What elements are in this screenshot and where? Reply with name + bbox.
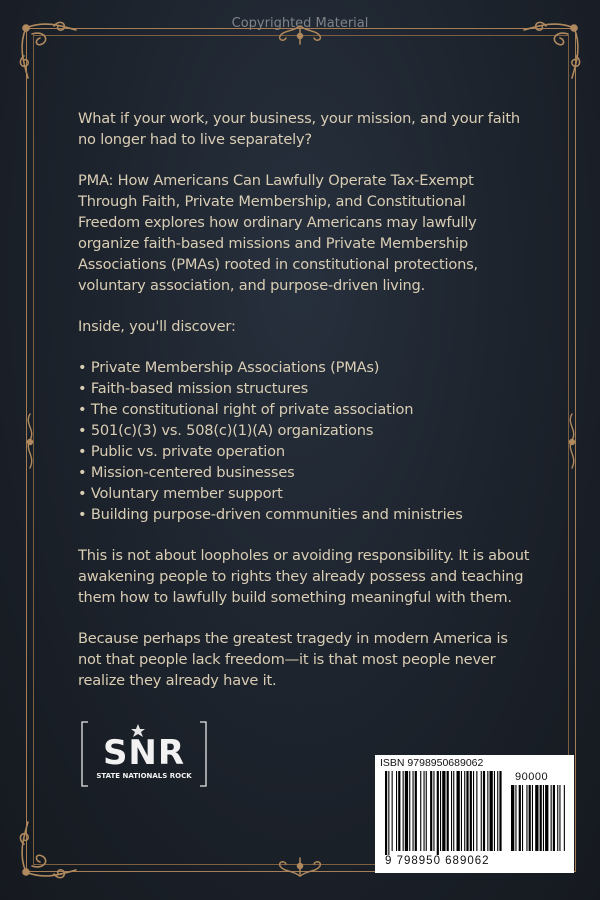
bottom-center-ornament xyxy=(270,852,330,880)
price-code: 90000 xyxy=(515,771,549,783)
rights-paragraph: This is not about loopholes or avoiding responsibility. It is about awakening people to rights they already possess and teaching them how to lawfully build something meaningful with them. xyxy=(78,547,530,606)
left-side-ornament xyxy=(20,410,40,474)
list-item: • Building purpose-driven communities and ministries xyxy=(78,506,463,523)
list-item: • The constitutional right of private association xyxy=(78,401,414,418)
corner-flourish-bottom-left xyxy=(14,812,86,884)
list-item: • Public vs. private operation xyxy=(78,443,285,460)
intro-paragraph: What if your work, your business, your mission, and your faith no longer had to live separately? xyxy=(78,110,520,148)
list-item: • Voluntary member support xyxy=(78,485,283,502)
closing-paragraph: Because perhaps the greatest tragedy in modern America is not that people lack freedom—it is that most people never realize they already have it. xyxy=(78,630,508,689)
copyright-watermark: Copyrighted Material xyxy=(231,16,369,31)
isbn-barcode-box xyxy=(375,755,574,873)
back-cover-copy xyxy=(78,108,530,711)
corner-flourish-top-left xyxy=(14,16,86,88)
list-item: • Faith-based mission structures xyxy=(78,380,309,397)
right-side-ornament xyxy=(562,410,582,474)
list-item: • Private Membership Associations (PMAs) xyxy=(78,359,380,376)
discover-list xyxy=(78,357,530,525)
top-center-ornament xyxy=(270,22,330,50)
logo-tagline: STATE NATIONALS ROCK xyxy=(96,772,192,780)
logo-mark: SNR xyxy=(102,733,186,773)
barcode-digits: 9 798950 689062 xyxy=(385,855,490,867)
discover-heading: Inside, you'll discover: xyxy=(78,318,236,335)
barcode-icon xyxy=(383,771,567,855)
list-item: • 501(c)(3) vs. 508(c)(1)(A) organizations xyxy=(78,422,374,439)
list-item: • Mission-centered businesses xyxy=(78,464,295,481)
isbn-label: ISBN 9798950689062 xyxy=(380,757,484,769)
publisher-logo xyxy=(80,720,208,788)
corner-flourish-top-right xyxy=(514,16,586,88)
description-paragraph: PMA: How Americans Can Lawfully Operate Tax-Exempt Through Faith, Private Membership, and Constitutional Freedom explores how ordinary Americans may lawfully organize faith-based missions and Private Membership Associations (PMAs) rooted in constitutional protections, voluntary association, and purpose-driven living. xyxy=(78,172,478,294)
